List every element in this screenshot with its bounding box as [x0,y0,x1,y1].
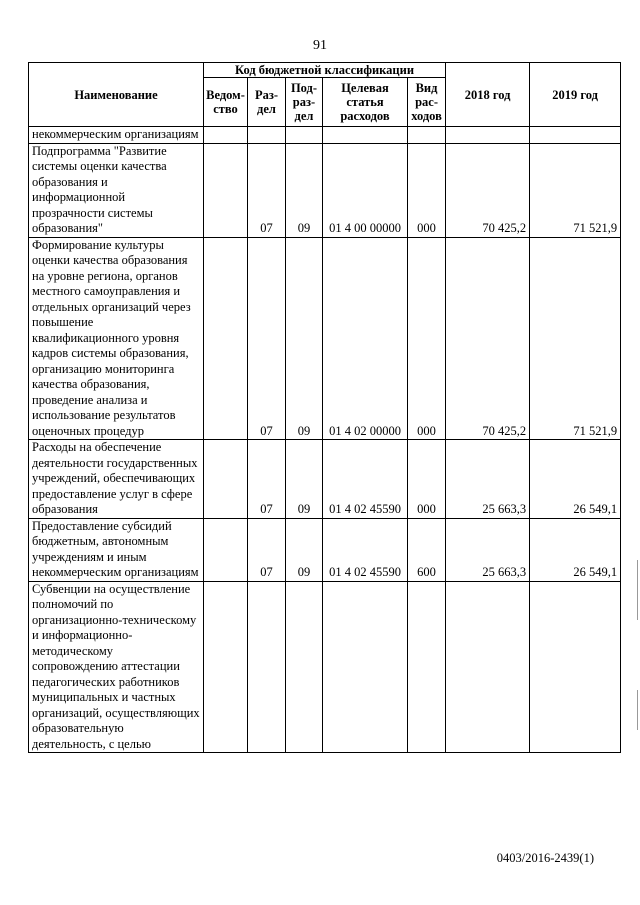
scan-edge-mark [637,560,638,620]
header-budget-classification: Код бюджетной классификации [204,63,446,78]
row-vedomstvo [204,440,248,519]
row-vedomstvo [204,143,248,237]
page-number: 91 [313,38,327,53]
header-name: Наименование [29,63,204,127]
row-amount-2018: 25 663,3 [446,518,530,581]
row-amount-2019: 71 521,9 [530,237,621,440]
row-razdel: 07 [248,518,286,581]
row-razdel: 07 [248,440,286,519]
row-tselevaya-statya: 01 4 02 45590 [323,518,408,581]
table-row [29,127,621,144]
document-code: 0403/2016-2439(1) [496,851,594,865]
row-amount-2019: 26 549,1 [530,440,621,519]
row-podrazdel [286,581,323,753]
row-amount-2019 [530,127,621,144]
row-razdel [248,581,286,753]
table-row [29,237,621,440]
row-tselevaya-statya: 01 4 00 00000 [323,143,408,237]
row-podrazdel: 09 [286,237,323,440]
row-amount-2018 [446,127,530,144]
row-vedomstvo [204,127,248,144]
row-vid-raskhodov: 000 [408,237,446,440]
row-amount-2018 [446,581,530,753]
row-vedomstvo [204,518,248,581]
scan-edge-mark [637,690,638,730]
row-tselevaya-statya: 01 4 02 00000 [323,237,408,440]
row-vid-raskhodov [408,127,446,144]
header-vedomstvo: Ведом-ство [204,78,248,127]
row-amount-2019: 71 521,9 [530,143,621,237]
row-razdel: 07 [248,237,286,440]
row-vid-raskhodov [408,581,446,753]
row-podrazdel: 09 [286,518,323,581]
row-vid-raskhodov: 000 [408,143,446,237]
header-year-2019: 2019 год [530,63,621,127]
row-name: Расходы на обеспечение деятельности государственных учреждений, обеспечивающих предоставление услуг в сфере образования [29,440,204,519]
row-podrazdel [286,127,323,144]
row-name: Подпрограмма "Развитие системы оценки качества образования и информационной прозрачности системы образования" [29,143,204,237]
budget-table [28,62,621,753]
table-row [29,581,621,753]
row-podrazdel: 09 [286,143,323,237]
table-row [29,440,621,519]
row-razdel: 07 [248,143,286,237]
header-year-2018: 2018 год [446,63,530,127]
header-vid-raskhodov: Вид рас-ходов [408,78,446,127]
table-row [29,143,621,237]
row-razdel [248,127,286,144]
header-razdel: Раз-дел [248,78,286,127]
row-name: некоммерческим организациям [29,127,204,144]
table-row [29,518,621,581]
row-podrazdel: 09 [286,440,323,519]
row-amount-2019 [530,581,621,753]
row-name: Субвенции на осуществление полномочий по организационно-техническому и информационно-методическому сопровождению аттестации педагогических работников муниципальных и частных организаций, осуществляющих образовательную деятельность, с целью [29,581,204,753]
row-tselevaya-statya [323,581,408,753]
row-amount-2018: 70 425,2 [446,237,530,440]
row-tselevaya-statya [323,127,408,144]
row-name: Предоставление субсидий бюджетным, автономным учреждениям и иным некоммерческим организациям [29,518,204,581]
row-amount-2018: 25 663,3 [446,440,530,519]
header-podrazdel: Под-раз-дел [286,78,323,127]
row-tselevaya-statya: 01 4 02 45590 [323,440,408,519]
row-vedomstvo [204,581,248,753]
row-vedomstvo [204,237,248,440]
row-name: Формирование культуры оценки качества образования на уровне региона, органов местного самоуправления и отдельных организаций через повышение квалификационного уровня кадров системы образования, организацию мониторинга качества образования, проведение анализа и использование результатов оценочных процедур [29,237,204,440]
header-tselevaya-statya: Целевая статья расходов [323,78,408,127]
row-amount-2018: 70 425,2 [446,143,530,237]
row-amount-2019: 26 549,1 [530,518,621,581]
row-vid-raskhodov: 000 [408,440,446,519]
row-vid-raskhodov: 600 [408,518,446,581]
